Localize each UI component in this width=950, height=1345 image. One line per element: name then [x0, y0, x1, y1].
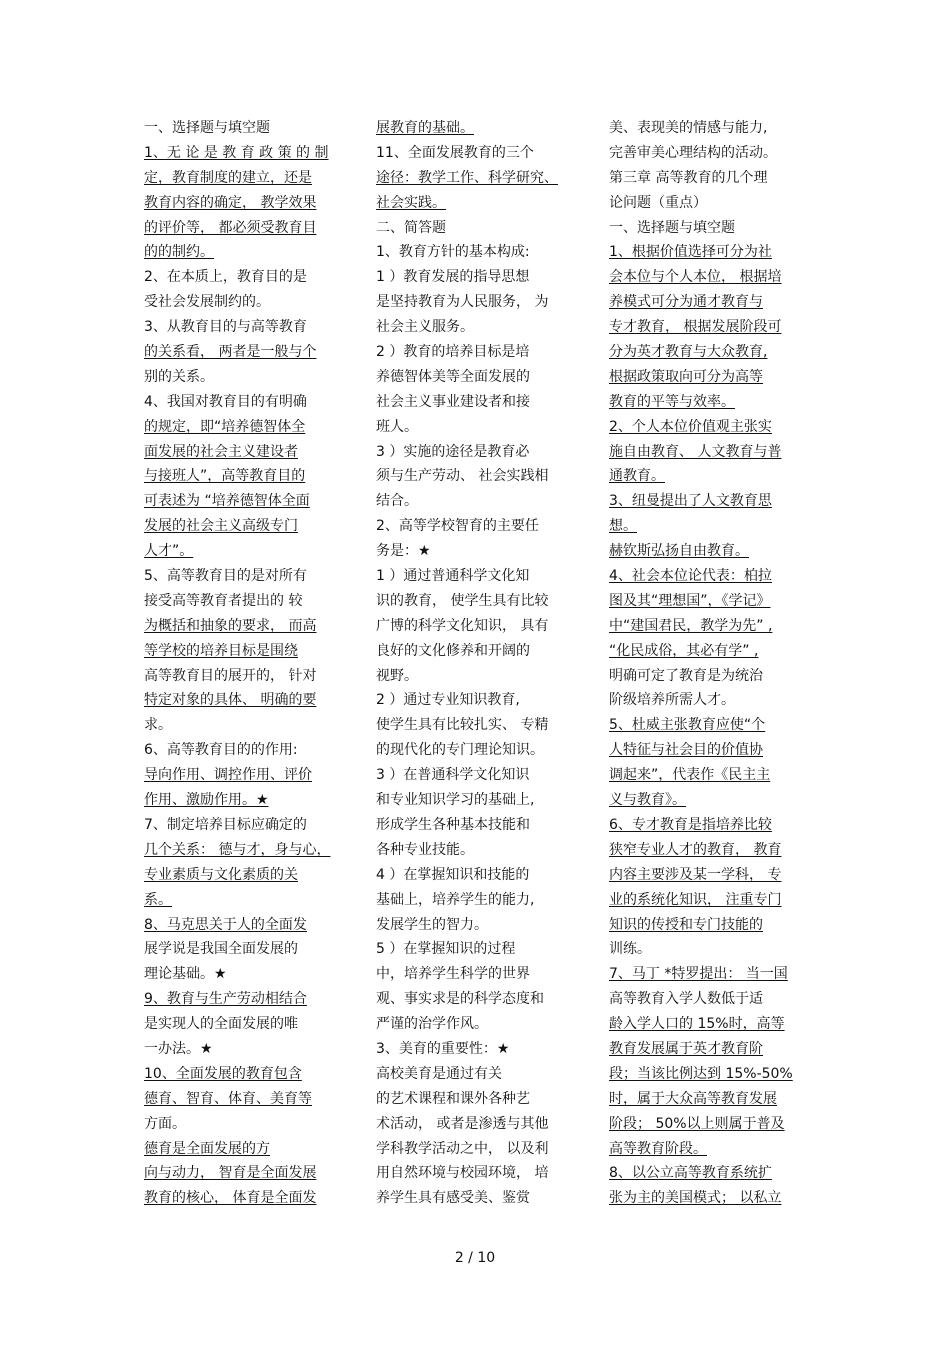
text-line: 各种专业技能。	[376, 841, 474, 858]
text-line: 1、教育方针的基本构成:	[376, 244, 530, 261]
text-line: 7、制定培养目标应确定的	[144, 816, 307, 833]
text-line: 会本位与个人本位， 根据培	[609, 269, 782, 286]
text-line: 3 ）实施的途径是教育必	[376, 443, 530, 460]
text-line: 中，培养学生科学的世界	[376, 966, 530, 983]
text-line: 2、高等学校智育的主要任	[376, 518, 539, 535]
text-line: 教育的核心， 体育是全面发	[144, 1190, 317, 1207]
text-line: 高校美育是通过有关	[376, 1065, 502, 1082]
text-line: 一办法。★	[144, 1040, 213, 1057]
text-line: 特定对象的具体、 明确的要	[144, 692, 317, 709]
text-line: 务是：★	[376, 543, 431, 560]
text-line: 教育发展属于英才教育阶	[609, 1040, 763, 1057]
text-line: 教育的平等与效率。	[609, 393, 735, 410]
text-line: 途径：教学工作、科学研究、	[376, 169, 558, 186]
text-line: 社会主义服务。	[376, 319, 474, 336]
text-line: 5 ）在掌握知识的过程	[376, 941, 516, 958]
text-line: 严谨的治学作风。	[376, 1016, 488, 1033]
text-line: 观、事实求是的科学态度和	[376, 991, 544, 1008]
text-line: 系。	[144, 891, 172, 908]
text-line: 展学说是我国全面发展的	[144, 941, 298, 958]
text-line: 几个关系： 德与才，身与心，	[144, 841, 331, 858]
text-line: 3 ）在普通科学文化知识	[376, 767, 530, 784]
text-line: 义与教育》。	[609, 792, 686, 809]
text-line: 养模式可分为通才教育与	[609, 294, 763, 311]
text-line: 用自然环境与校园环境， 培	[376, 1165, 549, 1182]
text-line: 视野。	[376, 667, 418, 684]
text-line: 一、选择题与填空题	[144, 120, 270, 136]
text-line: 高等教育入学人数低于适	[609, 991, 763, 1008]
text-line: 训练。	[609, 941, 651, 958]
text-line: 教育内容的确定， 教学效果	[144, 194, 317, 211]
text-line: 和专业知识学习的基础上,	[376, 792, 535, 809]
text-line: 的规定，即“培养德智体全	[144, 418, 306, 435]
text-line: 使学生具有比较扎实、 专精	[376, 717, 549, 734]
text-line: 受社会发展制约的。	[144, 294, 270, 311]
text-line: 的艺术课程和课外各种艺	[376, 1090, 530, 1107]
text-line: 导向作用、调控作用、评价	[144, 767, 312, 784]
text-line: 求。	[144, 717, 172, 734]
text-column-1	[144, 116, 350, 1211]
text-line: “化民成俗，其必有学” ,	[609, 642, 759, 659]
text-line: 二、简答题	[376, 219, 446, 236]
text-line: 良好的文化修养和开阔的	[376, 642, 530, 659]
text-line: 11、全面发展教育的三个	[376, 144, 534, 161]
text-line: 理论基础。★	[144, 966, 227, 983]
text-line: 美、表现美的情感与能力,	[609, 120, 768, 136]
text-line: 的评价等， 都必须受教育目	[144, 219, 317, 236]
text-line: 德育、智育、体育、美育等	[144, 1090, 312, 1107]
text-line: 10、全面发展的教育包含	[144, 1065, 302, 1082]
text-line: 是坚持教育为人民服务， 为	[376, 294, 549, 311]
text-line: 与接班人”，高等教育目的	[144, 468, 306, 485]
text-line: 3、从教育目的与高等教育	[144, 319, 307, 336]
text-line: 时，属于大众高等教育发展	[609, 1090, 777, 1107]
text-line: 别的关系。	[144, 368, 214, 385]
text-line: 图及其“理想国”，《学记》	[609, 592, 771, 609]
text-line: 7、马丁 *特罗提出： 当一国	[609, 966, 788, 983]
text-line: 4、社会本位论代表：柏拉	[609, 568, 772, 585]
text-line: 完善审美心理结构的活动。	[609, 144, 777, 161]
text-line: 发展的社会主义高级专门	[144, 518, 298, 535]
text-line: 等学校的培养目标是围绕	[144, 642, 298, 659]
text-line: 为概括和抽象的要求， 而高	[144, 617, 317, 634]
text-line: 1、根据价值选择可分为社	[609, 244, 772, 261]
text-line: 2、在本质上，教育目的是	[144, 269, 307, 286]
text-line: 中“建国君民，教学为先” ,	[609, 617, 773, 634]
text-line: 明确可定了教育是为统治	[609, 667, 763, 684]
text-line: 养学生具有感受美、鉴赏	[376, 1190, 530, 1207]
text-line: 人才”。	[144, 543, 194, 560]
text-line: 阶级培养所需人才。	[609, 692, 735, 709]
text-line: 术活动， 或者是渗透与其他	[376, 1115, 549, 1132]
text-line: 作用、激励作用。★	[144, 792, 269, 809]
text-column-2	[376, 116, 581, 1211]
text-line: 定，教育制度的建立，还是	[144, 169, 312, 186]
text-line: 6、高等教育目的的作用:	[144, 742, 298, 759]
text-line: 1、无 论 是 教 育 政 策 的 制	[144, 144, 329, 161]
text-line: 调起来”，代表作《民主主	[609, 767, 771, 784]
text-line: 展教育的基础。	[376, 120, 474, 136]
text-line: 知识的传授和专门技能的	[609, 916, 763, 933]
text-line: 结合。	[376, 493, 418, 510]
text-line: 9、教育与生产劳动相结合	[144, 991, 307, 1008]
text-line: 一、选择题与填空题	[609, 219, 735, 236]
text-line: 社会实践。	[376, 194, 446, 211]
text-line: 3、纽曼提出了人文教育思	[609, 493, 772, 510]
text-line: 发展学生的智力。	[376, 916, 488, 933]
text-line: 向与动力， 智育是全面发展	[144, 1165, 317, 1182]
text-line: 学科教学活动之中， 以及利	[376, 1140, 549, 1157]
text-line: 8、马克思关于人的全面发	[144, 916, 307, 933]
text-line: 班人。	[376, 418, 418, 435]
text-line: 龄入学人口的 15%时，高等	[609, 1016, 785, 1033]
text-line: 1 ）通过普通科学文化知	[376, 568, 530, 585]
text-line: 5、杜威主张教育应使“个	[609, 717, 766, 734]
text-line: 通教育。	[609, 468, 665, 485]
text-line: 想。	[609, 518, 637, 535]
text-line: 的现代化的专门理论知识。	[376, 742, 544, 759]
text-line: 4、我国对教育目的有明确	[144, 393, 307, 410]
text-line: 专才教育， 根据发展阶段可	[609, 319, 782, 336]
text-line: 第三章 高等教育的几个理	[609, 169, 768, 186]
text-line: 高等教育目的展开的， 针对	[144, 667, 317, 684]
text-line: 的关系看， 两者是一般与个	[144, 344, 317, 361]
text-line: 内容主要涉及某一学科， 专	[609, 866, 782, 883]
text-line: 分为英才教育与大众教育,	[609, 344, 768, 361]
text-line: 是实现人的全面发展的唯	[144, 1016, 298, 1033]
text-line: 8、以公立高等教育系统扩	[609, 1165, 772, 1182]
text-line: 2、个人本位价值观主张实	[609, 418, 772, 435]
text-line: 5、高等教育目的是对所有	[144, 568, 307, 585]
text-line: 张为主的美国模式； 以私立	[609, 1190, 782, 1207]
text-line: 论问题（重点）	[609, 194, 707, 211]
text-line: 的的制约。	[144, 244, 214, 261]
text-line: 养德智体美等全面发展的	[376, 368, 530, 385]
text-line: 接受高等教育者提出的 较	[144, 592, 303, 609]
text-line: 6、专才教育是指培养比较	[609, 816, 772, 833]
text-line: 广博的科学文化知识， 具有	[376, 617, 549, 634]
text-line: 形成学生各种基本技能和	[376, 816, 530, 833]
text-line: 2 ）教育的培养目标是培	[376, 344, 530, 361]
text-line: 人特征与社会目的价值协	[609, 742, 763, 759]
text-line: 面发展的社会主义建设者	[144, 443, 298, 460]
text-line: 高等教育阶段。	[609, 1140, 707, 1157]
text-line: 赫钦斯弘扬自由教育。	[609, 543, 749, 560]
text-line: 识的教育， 使学生具有比较	[376, 592, 549, 609]
text-line: 社会主义事业建设者和接	[376, 393, 530, 410]
text-line: 1 ）教育发展的指导思想	[376, 269, 530, 286]
text-line: 基础上，培养学生的能力,	[376, 891, 535, 908]
text-column-3	[609, 116, 817, 1211]
text-line: 可表述为 “培养德智体全面	[144, 493, 310, 510]
text-line: 须与生产劳动、 社会实践相	[376, 468, 549, 485]
text-line: 专业素质与文化素质的关	[144, 866, 298, 883]
text-line: 狭窄专业人才的教育， 教育	[609, 841, 782, 858]
text-line: 德育是全面发展的方	[144, 1140, 270, 1157]
text-line: 根据政策取向可分为高等	[609, 368, 763, 385]
text-line: 施自由教育、 人文教育与普	[609, 443, 782, 460]
text-line: 方面。	[144, 1115, 186, 1132]
text-line: 阶段； 50%以上则属于普及	[609, 1115, 785, 1132]
text-line: 4 ）在掌握知识和技能的	[376, 866, 530, 883]
text-line: 2 ）通过专业知识教育,	[376, 692, 520, 709]
text-line: 3、美育的重要性：★	[376, 1040, 510, 1057]
text-line: 业的系统化知识， 注重专门	[609, 891, 782, 908]
text-line: 段；当该比例达到 15%-50%	[609, 1065, 793, 1082]
page-number: 2 / 10	[454, 1250, 496, 1266]
